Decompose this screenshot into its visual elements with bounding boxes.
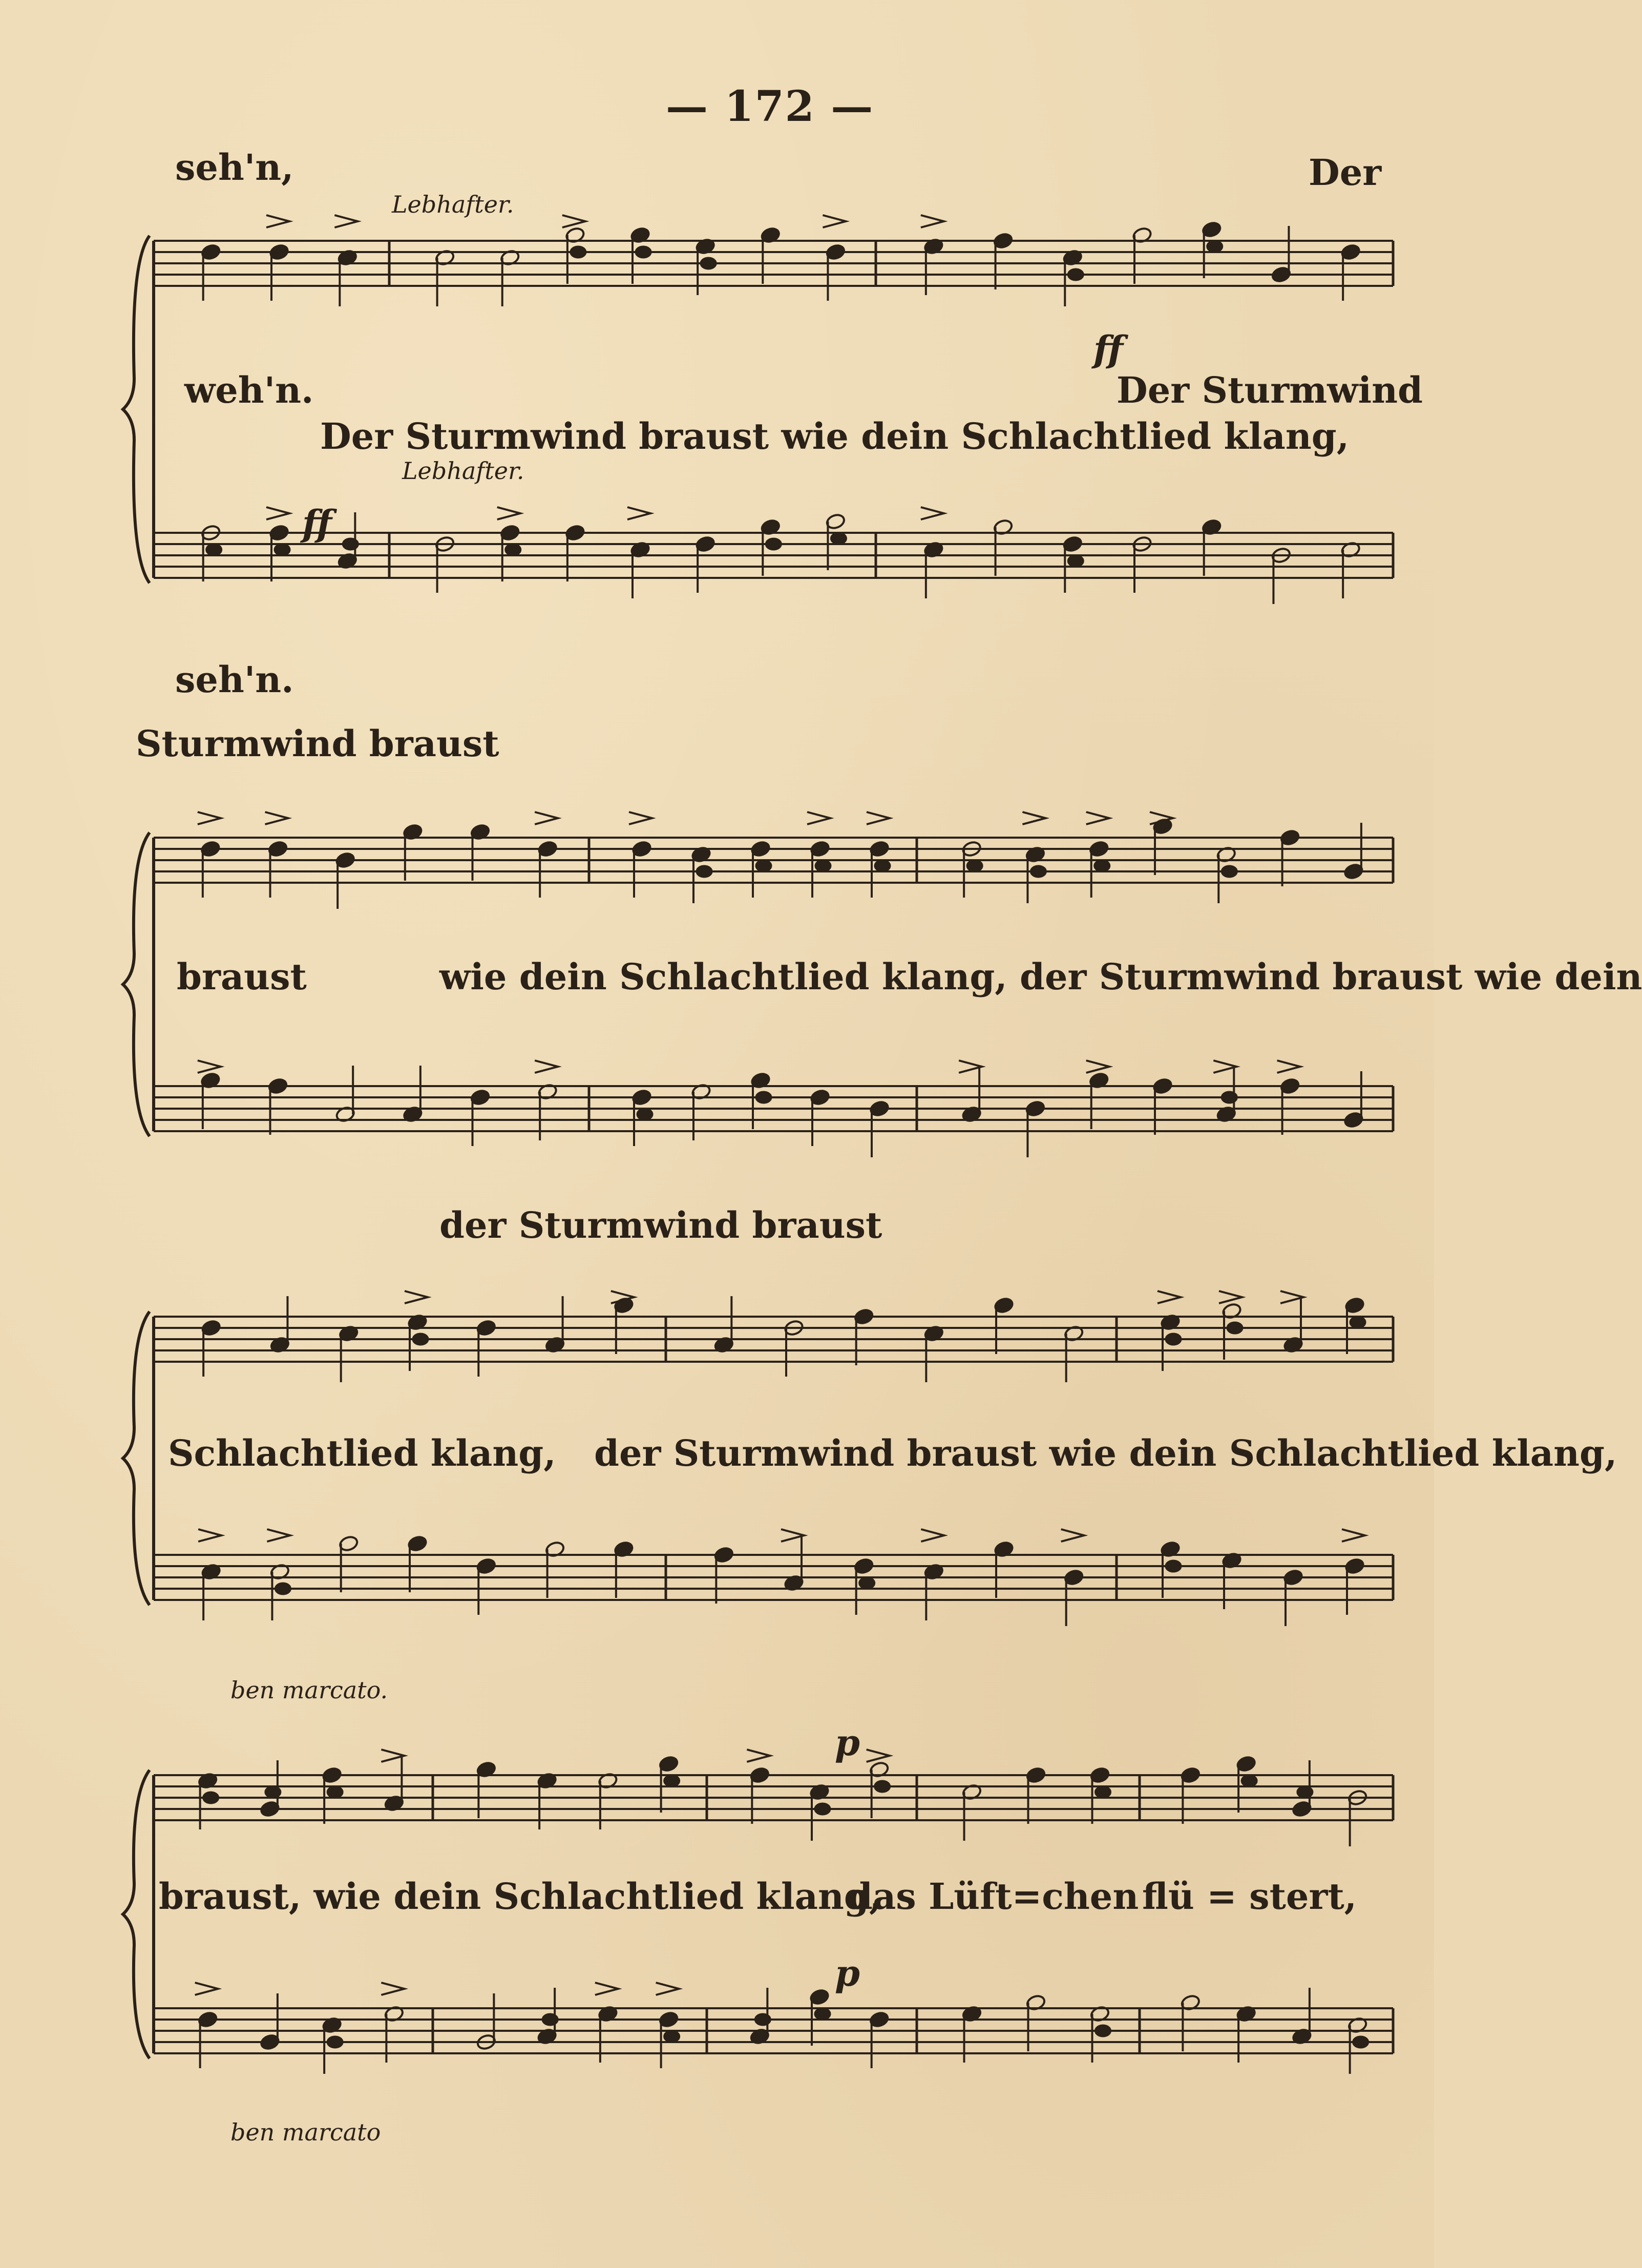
notehead-chord xyxy=(275,1583,290,1594)
accent-mark xyxy=(1219,1291,1242,1303)
notehead-chord xyxy=(506,544,521,555)
lyric-der-sturmwind-braust: der Sturmwind braust xyxy=(439,1204,882,1246)
accent-mark xyxy=(921,507,944,519)
notehead-chord xyxy=(1227,1322,1243,1334)
accent-mark xyxy=(405,1291,428,1303)
notehead-chord xyxy=(1207,241,1223,252)
accent-mark xyxy=(921,1529,944,1542)
accent-mark xyxy=(267,1529,290,1542)
accent-mark xyxy=(198,1060,221,1073)
notehead-chord xyxy=(755,2014,770,2025)
system-brace xyxy=(123,833,150,1136)
notehead-chord xyxy=(636,246,651,258)
notehead-chord xyxy=(766,538,781,550)
notehead-chord xyxy=(859,1577,875,1589)
accent-mark xyxy=(1061,1529,1084,1542)
notehead-chord xyxy=(701,258,716,269)
notehead-chord xyxy=(815,2008,830,2020)
accent-mark xyxy=(595,1983,618,1995)
notehead-chord xyxy=(815,860,831,871)
notehead-chord xyxy=(756,1092,771,1103)
accent-mark xyxy=(627,507,650,519)
accent-mark xyxy=(265,812,288,824)
dynamic-p-2: p xyxy=(835,1952,860,1994)
system-brace xyxy=(123,1312,150,1605)
lyric-wehn: weh'n. xyxy=(184,369,314,411)
notehead-chord xyxy=(275,544,290,555)
notehead-chord xyxy=(327,2036,343,2048)
accent-mark xyxy=(1022,812,1045,824)
accent-mark xyxy=(535,1060,558,1073)
accent-mark xyxy=(629,812,652,824)
lyric-das-lueftchen: das Lüft=chen xyxy=(848,1875,1139,1918)
accent-mark xyxy=(823,215,846,227)
notehead-chord xyxy=(413,1334,428,1345)
notehead-chord xyxy=(1241,1775,1257,1786)
notehead-chord xyxy=(1166,1560,1181,1572)
notehead-chord xyxy=(571,246,586,258)
system-brace xyxy=(123,1770,150,2058)
expression-ben-marcato-1: ben marcato. xyxy=(230,1676,388,1704)
notehead-chord xyxy=(343,538,358,550)
lyric-fluestert: flü = stert, xyxy=(1142,1875,1357,1918)
tempo-marking-1: Lebhafter. xyxy=(392,191,514,218)
accent-mark xyxy=(1277,1060,1300,1073)
notehead-chord xyxy=(1030,866,1046,877)
accent-mark xyxy=(656,1983,679,1995)
system-brace xyxy=(123,236,150,583)
notehead-chord xyxy=(756,860,771,871)
notehead-chord xyxy=(327,1786,343,1798)
notehead-chord xyxy=(203,1792,219,1803)
notehead-chord xyxy=(831,533,846,544)
lyric-braust: braust xyxy=(177,955,307,998)
accent-mark xyxy=(867,812,890,824)
accent-mark xyxy=(198,812,221,824)
accent-mark xyxy=(195,1983,218,1995)
accent-mark xyxy=(1157,1291,1181,1303)
lyric-braust-wie-dein: braust, wie dein Schlachtlied klang, xyxy=(159,1875,882,1918)
accent-mark xyxy=(1086,812,1109,824)
notehead-chord xyxy=(1096,2025,1111,2036)
lyric-der: Der xyxy=(1309,151,1382,194)
accent-mark xyxy=(497,507,520,519)
notehead-chord xyxy=(637,1109,652,1120)
lyric-schlachtlied-klang: Schlachtlied klang, xyxy=(168,1432,556,1474)
accent-mark xyxy=(535,812,558,824)
lyric-line-2: Der Sturmwind braust wie dein Schlachtlied klang, xyxy=(320,415,1350,457)
notehead-chord xyxy=(815,1803,830,1815)
lyric-der-sturmwind: Der Sturmwind xyxy=(1117,369,1423,411)
page-number: — 172 — xyxy=(666,82,874,131)
accent-mark xyxy=(266,507,289,519)
notehead-chord xyxy=(1166,1334,1181,1345)
notehead-chord xyxy=(542,2014,558,2025)
lyric-line-4: wie dein Schlachtlied klang, der Sturmwind braust wie dein xyxy=(439,955,1642,998)
accent-mark xyxy=(562,215,585,227)
notehead-chord xyxy=(875,1781,890,1792)
accent-mark xyxy=(1086,1060,1109,1073)
lyric-sehn-1: seh'n, xyxy=(175,146,294,189)
lyric-sturmwind-braust: Sturmwind braust xyxy=(136,722,499,765)
notehead-chord xyxy=(206,544,222,555)
notehead-chord xyxy=(1094,860,1110,871)
lyric-line-6: der Sturmwind braust wie dein Schlachtlied klang, xyxy=(594,1432,1617,1474)
accent-mark xyxy=(381,1983,404,1995)
dynamic-ff-1: ff xyxy=(1093,328,1123,370)
accent-mark xyxy=(867,1750,890,1762)
accent-mark xyxy=(807,812,830,824)
notehead-chord xyxy=(967,860,982,871)
notehead-chord xyxy=(1350,1317,1365,1328)
tempo-marking-2: Lebhafter. xyxy=(402,457,524,485)
notehead-chord xyxy=(664,1775,680,1786)
accent-mark xyxy=(266,215,289,227)
accent-mark xyxy=(747,1750,770,1762)
dynamic-p-1: p xyxy=(835,1721,860,1764)
notehead-chord xyxy=(1222,866,1237,877)
dynamic-ff-2: ff xyxy=(302,502,332,545)
accent-mark xyxy=(334,215,357,227)
notehead-chord xyxy=(1353,2036,1369,2048)
accent-mark xyxy=(198,1529,221,1542)
expression-ben-marcato-2: ben marcato xyxy=(230,2118,381,2146)
notehead-chord xyxy=(1297,1786,1313,1798)
lyric-sehn-2: seh'n. xyxy=(175,658,294,701)
notehead-chord xyxy=(265,1786,281,1798)
accent-mark xyxy=(921,215,944,227)
notehead-chord xyxy=(1222,1092,1237,1103)
notehead-chord xyxy=(875,860,890,871)
notehead-chord xyxy=(1068,555,1083,567)
notehead-chord xyxy=(1096,1786,1111,1798)
notehead-chord xyxy=(697,866,712,877)
accent-mark xyxy=(1342,1529,1365,1542)
notehead-chord xyxy=(1068,269,1083,280)
notehead-chord xyxy=(664,2031,680,2042)
